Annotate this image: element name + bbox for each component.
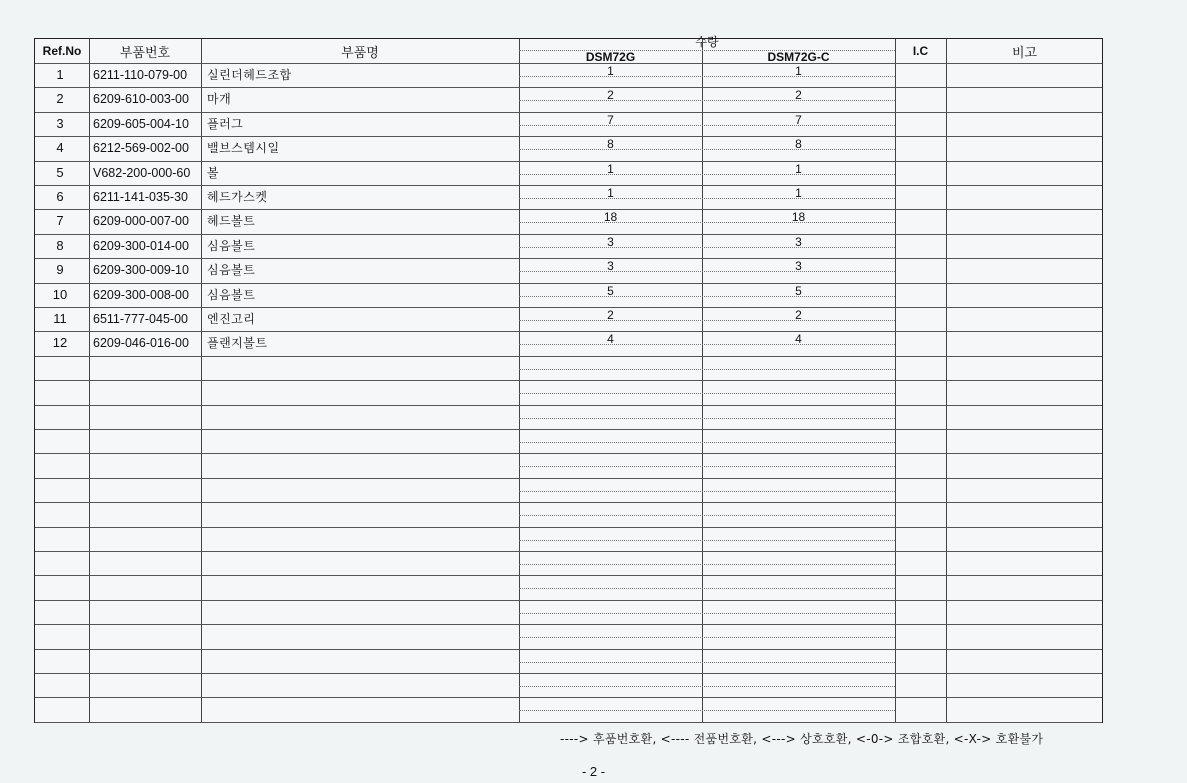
part-no-cell: 6209-300-008-00 — [93, 287, 189, 302]
header-ic: I.C — [912, 44, 929, 58]
quantity-dotted-line — [519, 393, 895, 394]
quantity-dsm72g-c-cell: 7 — [795, 112, 802, 127]
quantity-dotted-line — [519, 710, 895, 711]
part-name-cell: 실린더헤드조합 — [207, 68, 292, 82]
row-divider — [35, 673, 1102, 674]
part-no-cell: 6511-777-045-00 — [93, 312, 188, 326]
quantity-dsm72g-c-cell: 1 — [795, 64, 802, 78]
quantity-dsm72g-c-cell: 18 — [791, 210, 806, 225]
ref-no-cell: 10 — [52, 286, 68, 302]
quantity-dsm72g-c-cell: 8 — [795, 137, 802, 152]
row-divider — [35, 697, 1102, 698]
part-name-cell: 플러그 — [207, 116, 244, 131]
quantity-dsm72g-c-cell: 1 — [795, 186, 802, 200]
part-name-cell: 볼 — [207, 165, 220, 180]
row-divider — [35, 649, 1102, 650]
ref-no-cell: 11 — [53, 311, 67, 326]
quantity-dotted-line — [519, 466, 895, 467]
part-no-cell: 6209-605-004-10 — [93, 116, 189, 131]
part-no-cell: 6209-046-016-00 — [93, 336, 189, 351]
quantity-dsm72g-cell: 18 — [603, 210, 618, 225]
quantity-dsm72g-cell: 3 — [607, 259, 614, 274]
quantity-dsm72g-cell: 3 — [607, 234, 614, 249]
row-divider — [35, 502, 1102, 503]
part-name-cell: 헤드볼트 — [207, 214, 256, 229]
ref-no-cell: 9 — [56, 262, 64, 278]
ref-no-cell: 6 — [56, 189, 64, 204]
header-part-name: 부품명 — [341, 45, 379, 61]
header-remarks: 비고 — [1011, 45, 1038, 61]
row-divider — [35, 600, 1102, 601]
row-divider — [35, 478, 1102, 479]
parts-table — [34, 34, 1103, 723]
quantity-dsm72g-c-cell: 2 — [795, 88, 802, 103]
part-name-cell: 헤드가스켓 — [207, 190, 268, 204]
part-name-cell: 플랜지볼트 — [207, 336, 268, 351]
row-divider — [35, 551, 1102, 552]
part-name-cell: 엔진고리 — [207, 312, 256, 326]
part-name-cell: 밸브스템시일 — [207, 141, 280, 156]
header-ref-no: Ref.No — [42, 44, 82, 58]
quantity-dotted-line — [519, 491, 895, 492]
quantity-dsm72g-cell: 4 — [607, 332, 614, 347]
row-divider — [35, 722, 1102, 723]
row-divider — [35, 575, 1102, 576]
quantity-dotted-line — [519, 515, 895, 516]
row-divider — [35, 380, 1102, 381]
part-no-cell: 6209-610-003-00 — [93, 92, 189, 107]
header-model-dsm72g-c: DSM72G-C — [767, 50, 830, 64]
part-name-cell: 심음볼트 — [207, 238, 256, 253]
row-divider — [35, 429, 1102, 430]
row-divider — [35, 624, 1102, 625]
quantity-dsm72g-c-cell: 1 — [795, 161, 802, 176]
part-no-cell: V682-200-000-60 — [93, 165, 191, 180]
ref-no-cell: 4 — [56, 140, 64, 156]
quantity-dsm72g-cell: 8 — [607, 137, 614, 152]
quantity-dsm72g-cell: 1 — [607, 64, 614, 78]
quantity-dotted-line — [519, 613, 895, 614]
part-no-cell: 6211-110-079-00 — [93, 68, 188, 82]
quantity-dotted-line — [519, 662, 895, 663]
quantity-dotted-line — [519, 369, 895, 370]
header-part-no: 부품번호 — [119, 45, 171, 61]
part-no-cell: 6211-141-035-30 — [93, 190, 188, 204]
quantity-dotted-line — [519, 442, 895, 443]
ref-no-cell: 8 — [56, 237, 64, 253]
header-quantity: 수량 — [695, 34, 719, 49]
quantity-dsm72g-c-cell: 3 — [795, 259, 802, 274]
ref-no-cell: 7 — [56, 213, 64, 229]
quantity-dsm72g-c-cell: 3 — [795, 234, 802, 249]
ref-no-cell: 5 — [56, 164, 64, 180]
row-divider — [35, 527, 1102, 528]
part-name-cell: 심음볼트 — [207, 287, 256, 302]
quantity-dotted-line — [519, 637, 895, 638]
quantity-dotted-line — [519, 588, 895, 589]
quantity-dotted-line — [519, 540, 895, 541]
quantity-dsm72g-cell: 2 — [607, 308, 614, 322]
part-name-cell: 심음볼트 — [207, 263, 256, 278]
quantity-dotted-line — [519, 686, 895, 687]
quantity-dsm72g-cell: 5 — [607, 283, 614, 298]
row-divider — [35, 405, 1102, 406]
header-model-dsm72g: DSM72G — [585, 50, 636, 64]
quantity-dotted-line — [519, 564, 895, 565]
quantity-dsm72g-c-cell: 5 — [795, 283, 802, 298]
page-number: - 2 - — [581, 764, 606, 779]
quantity-dsm72g-cell: 1 — [607, 161, 614, 176]
part-name-cell: 마개 — [207, 92, 232, 107]
ref-no-cell: 12 — [52, 335, 68, 351]
ref-no-cell: 1 — [56, 67, 64, 82]
part-no-cell: 6209-300-014-00 — [93, 238, 189, 253]
quantity-dsm72g-cell: 7 — [607, 112, 614, 127]
quantity-dsm72g-cell: 1 — [607, 186, 614, 200]
quantity-dotted-line — [519, 418, 895, 419]
part-no-cell: 6212-569-002-00 — [93, 141, 189, 156]
quantity-dsm72g-cell: 2 — [607, 88, 614, 103]
part-no-cell: 6209-000-007-00 — [93, 214, 189, 229]
quantity-header-divider — [519, 50, 895, 51]
ref-no-cell: 2 — [56, 91, 64, 107]
row-divider — [35, 453, 1102, 454]
part-no-cell: 6209-300-009-10 — [93, 263, 189, 278]
ref-no-cell: 3 — [56, 115, 64, 131]
quantity-dsm72g-c-cell: 4 — [795, 332, 802, 347]
interchange-legend: ----> 후품번호환, <---- 전품번호환, <---> 상호호환, <-0-> 조합호환, <-X-> 호환불가 — [560, 732, 1044, 746]
quantity-dsm72g-c-cell: 2 — [795, 308, 802, 322]
